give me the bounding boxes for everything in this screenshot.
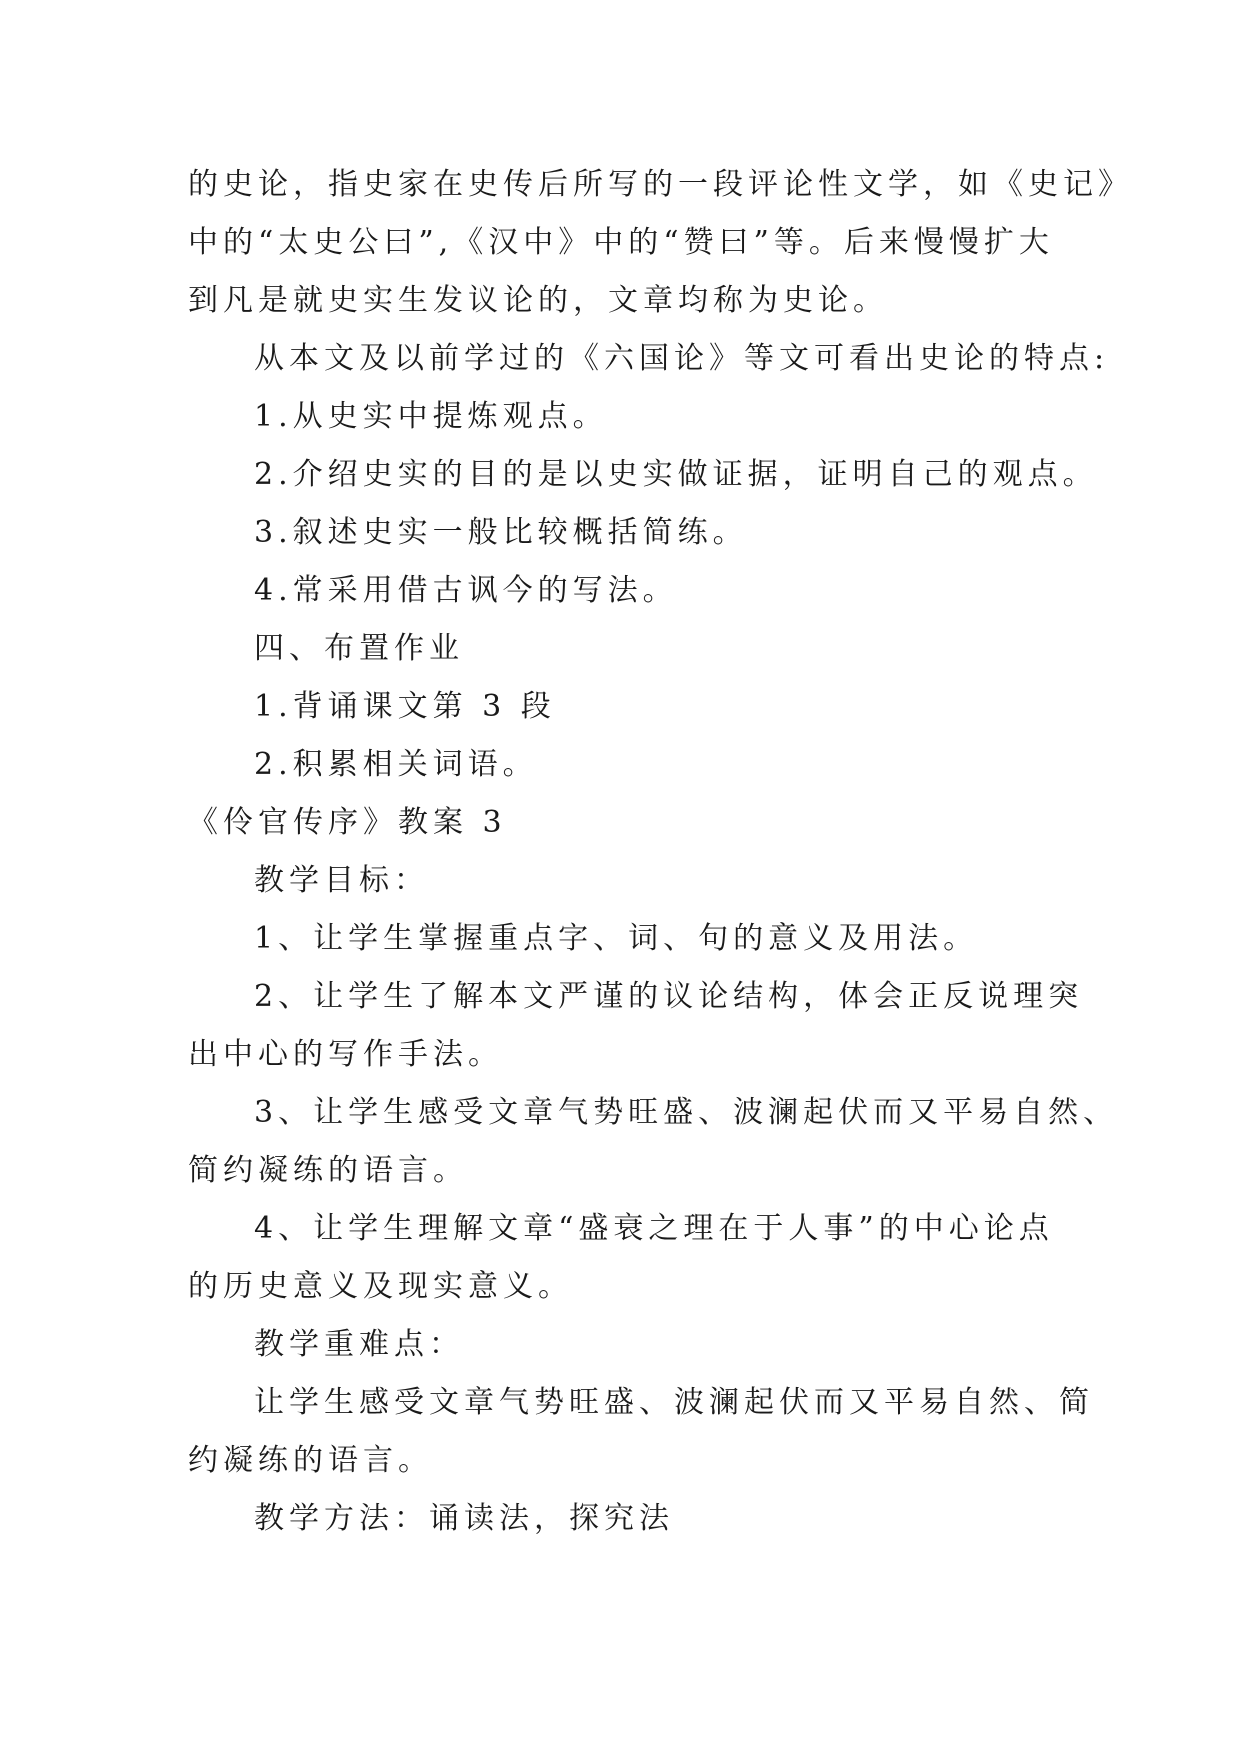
list-item: 1、让学生掌握重点字、词、句的意义及用法。 [254,921,979,956]
text-line: 从本文及以前学过的《六国论》等文可看出史论的特点: [254,341,1110,376]
text-line: 中的“太史公曰”,《汉中》中的“赞曰”等。后来慢慢扩大 [188,225,1054,260]
text-line: 的历史意义及现实意义。 [188,1269,573,1304]
text-line: 让学生感受文章气势旺盛、波澜起伏而又平易自然、简 [254,1385,1094,1420]
text-line: 教学方法：诵读法，探究法 [254,1501,674,1536]
list-item: 3.叙述史实一般比较概括简练。 [254,515,748,550]
document-title: 《伶官传序》教案 3 [188,805,507,840]
text-line: 到凡是就史实生发议论的，文章均称为史论。 [188,283,888,318]
list-item: 3、让学生感受文章气势旺盛、波澜起伏而又平易自然、 [254,1095,1119,1130]
text-line: 的史论，指史家在史传后所写的一段评论性文学，如《史记》 [188,167,1133,202]
list-item: 4、让学生理解文章“盛衰之理在于人事”的中心论点 [254,1211,1054,1246]
text-line: 约凝练的语言。 [188,1443,433,1478]
section-heading: 教学重难点： [254,1327,464,1362]
list-item: 4.常采用借古讽今的写法。 [254,573,678,608]
text-line: 简约凝练的语言。 [188,1153,468,1188]
list-item: 1.从史实中提炼观点。 [254,399,608,434]
list-item: 1.背诵课文第 3 段 [254,689,556,724]
list-item: 2、让学生了解本文严谨的议论结构，体会正反说理突 [254,979,1084,1014]
list-item: 2.介绍史实的目的是以史实做证据，证明自己的观点。 [254,457,1098,492]
section-heading: 四、布置作业 [254,631,464,666]
section-heading: 教学目标： [254,863,429,898]
list-item: 2.积累相关词语。 [254,747,538,782]
text-line: 出中心的写作手法。 [188,1037,503,1072]
